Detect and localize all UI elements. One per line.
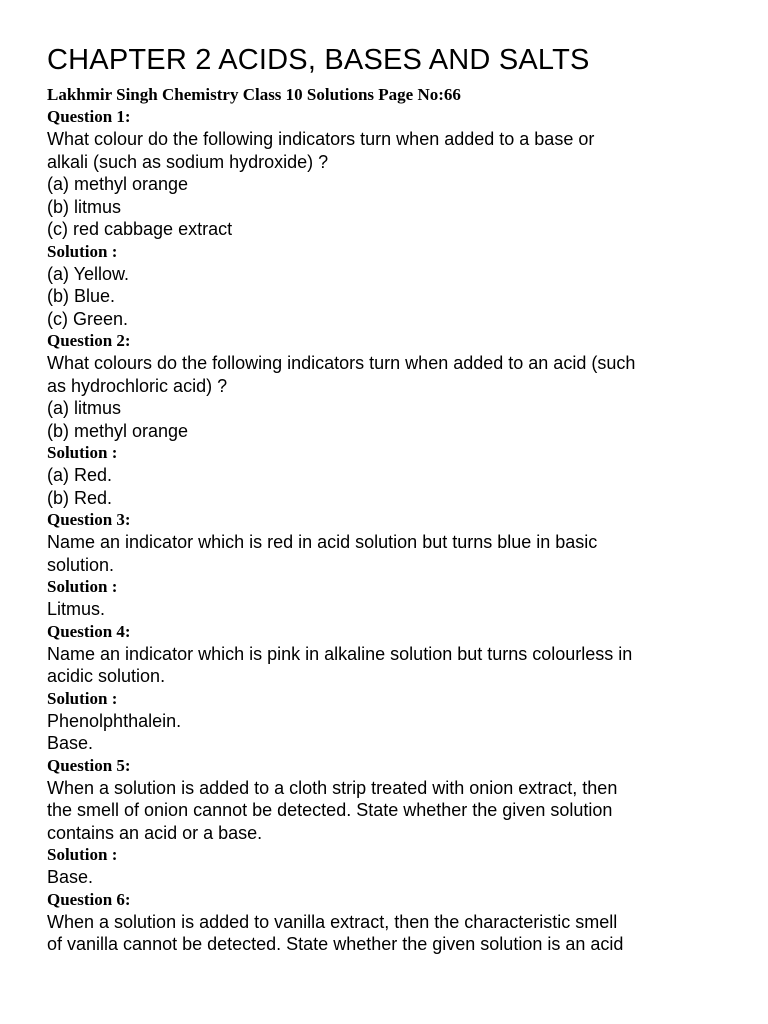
question-label: Question 4:: [47, 621, 131, 641]
document-page: [47, 40, 737, 956]
question-text-line: acidic solution.: [47, 666, 166, 686]
question-text-line: What colour do the following indicators turn when added to a base or: [47, 129, 595, 149]
question-label: Question 5:: [47, 755, 131, 775]
qa-entry: [47, 509, 737, 621]
question-label: Question 2:: [47, 331, 131, 350]
page-subtitle: Lakhmir Singh Chemistry Class 10 Solutions Page No:66: [47, 85, 461, 104]
question-text-line: solution.: [47, 554, 115, 575]
solution-text-line: Litmus.: [47, 599, 106, 619]
question-text-line: (b) litmus: [47, 196, 122, 217]
solution-text-line: (a) Red.: [47, 465, 113, 485]
question-text-line: contains an acid or a base.: [47, 822, 263, 843]
solution-text-line: Base.: [47, 733, 94, 753]
qa-entry: [47, 621, 737, 755]
qa-entry: [47, 106, 737, 330]
solution-text-line: Base.: [47, 867, 94, 887]
question-text-line: (a) methyl orange: [47, 174, 189, 194]
question-text-line: When a solution is added to vanilla extract, then the characteristic smell: [47, 911, 618, 932]
solution-text-line: Phenolphthalein.: [47, 710, 182, 731]
solution-label: Solution :: [47, 241, 118, 261]
question-label: Question 1:: [47, 107, 131, 126]
question-text-line: (a) litmus: [47, 398, 122, 418]
question-label: Question 6:: [47, 889, 131, 909]
chapter-title: CHAPTER 2 ACIDS, BASES AND SALTS: [47, 44, 590, 76]
qa-entry: [47, 330, 737, 509]
solution-text-line: (b) Blue.: [47, 286, 116, 306]
question-text-line: the smell of onion cannot be detected. State whether the given solution: [47, 800, 613, 820]
qa-entry: [47, 889, 737, 956]
solution-label: Solution :: [47, 577, 118, 596]
solution-label: Solution :: [47, 688, 118, 708]
question-text-line: alkali (such as sodium hydroxide) ?: [47, 151, 329, 172]
question-text-line: (c) red cabbage extract: [47, 219, 233, 239]
solution-text-line: (b) Red.: [47, 487, 113, 508]
qa-list: [47, 106, 737, 956]
question-text-line: as hydrochloric acid) ?: [47, 375, 228, 396]
question-text-line: What colours do the following indicators turn when added to an acid (such: [47, 353, 636, 373]
question-text-line: (b) methyl orange: [47, 420, 189, 441]
solution-label: Solution :: [47, 845, 118, 864]
solution-label: Solution :: [47, 443, 118, 462]
solution-text-line: (c) Green.: [47, 308, 129, 329]
question-text-line: Name an indicator which is red in acid solution but turns blue in basic: [47, 532, 598, 552]
question-text-line: Name an indicator which is pink in alkaline solution but turns colourless in: [47, 643, 633, 664]
solution-text-line: (a) Yellow.: [47, 263, 130, 284]
question-text-line: of vanilla cannot be detected. State whether the given solution is an acid: [47, 934, 624, 954]
question-label: Question 3:: [47, 510, 131, 529]
qa-entry: [47, 755, 737, 889]
question-text-line: When a solution is added to a cloth strip treated with onion extract, then: [47, 777, 618, 798]
